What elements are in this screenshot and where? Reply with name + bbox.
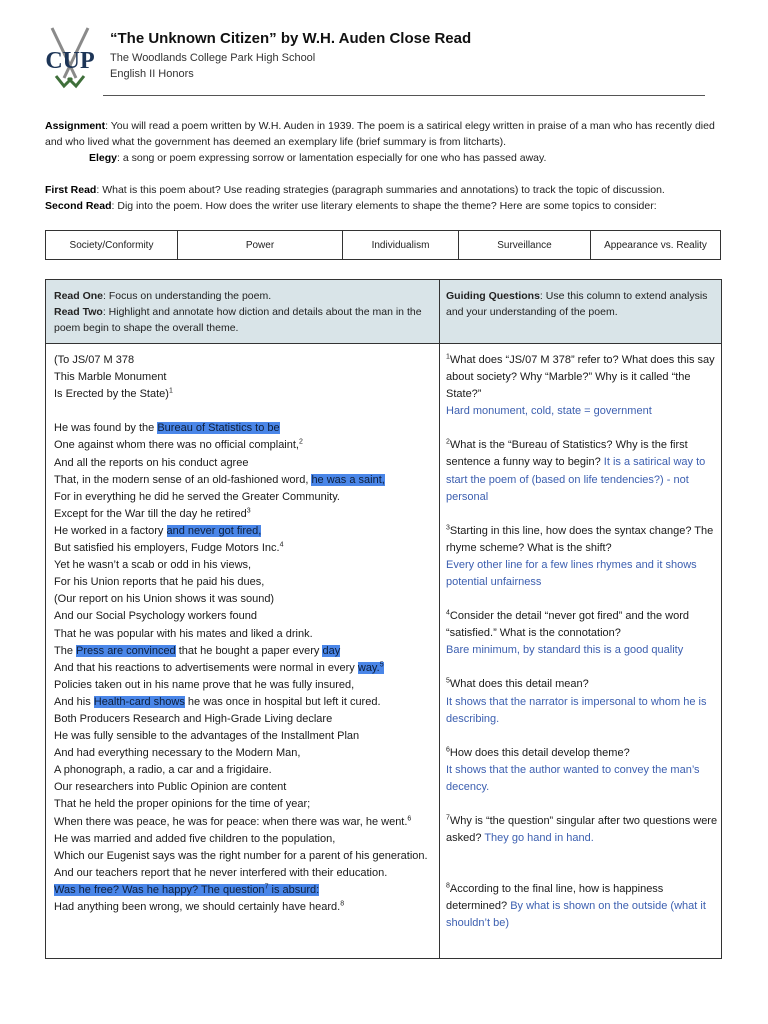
poem-line: For his Union reports that he paid his dues, (54, 576, 265, 589)
poem-line: But satisfied his employers, Fudge Motors Inc.$^4$ (54, 541, 284, 555)
highlight: Bureau of Statistics to be (157, 422, 280, 435)
poem-line: He worked in a factory and never got fired, (54, 524, 262, 537)
poem-line: And all the reports on his conduct agree (54, 456, 249, 469)
course-name: English II Honors (110, 68, 194, 80)
poem-line: The Press are convinced that he bought a paper every day (54, 644, 341, 657)
poem-line (54, 882, 434, 899)
assignment-text: : You will read a poem written by W.H. Auden in 1939. The poem is a satirical elegy written in praise of a man who has recently died and who lived what the government has deemed an exemplary life (brief summary is from litcharts). (45, 120, 715, 148)
poem-line: He was fully sensible to the advantages of the Installment Plan (54, 730, 360, 743)
guiding-questions (446, 352, 718, 949)
poem-line: And that his reactions to advertisements were normal in every way.$^5$ (54, 661, 384, 674)
question-block: $^5$What does this detail mean? It shows that the narrator is impersonal to whom he is describing. (446, 677, 707, 725)
poem-line: That he was popular with his mates and liked a drink. (54, 627, 313, 640)
student-answer: By what is shown on the outside (what it shouldn’t be) (446, 900, 706, 930)
highlight: he was a saint, (311, 473, 385, 486)
logo-lettering: CUP (45, 48, 95, 74)
second-read-text: : Dig into the poem. How does the writer use literary elements to shape the theme? Here are some topics to consider: (111, 200, 657, 212)
topic-cell: Individualism (343, 231, 459, 259)
student-answer: It shows that the author wanted to convey the man’s decency. (446, 763, 700, 793)
poem-line: For in everything he did he served the Greater Community. (54, 490, 340, 503)
poem-line: Which our Eugenist says was the right number for a parent of his generation. (54, 849, 428, 862)
poem-line: Our researchers into Public Opinion are content (54, 781, 287, 794)
question-block: $^6$How does this detail develop theme? It shows that the author wanted to convey the man’s decency. (446, 746, 700, 793)
poem-text (54, 352, 434, 916)
highlight: Was he free? Was he happy? The question$^7$ is absurd: (54, 883, 320, 896)
question-block: $^2$What is the “Bureau of Statistics? Why is the first sentence a funny way to begin? It is a satirical way to start the poem of (based on life tendencies?) - not personal (446, 438, 706, 503)
topic-cell: Power (178, 231, 343, 259)
student-answer: They go hand in hand. (484, 832, 594, 845)
question-block: $^1$What does “JS/07 M 378” refer to? What does this say about society? Why “Marble?” Why is it called “the State?” Hard monument, cold, state = government (446, 353, 715, 418)
poem-line: Had anything been wrong, we should certainly have heard.$^8$ (54, 900, 345, 913)
question-block: $^8$According to the final line, how is happiness determined? By what is shown on the outside (what it shouldn’t be) (446, 882, 706, 930)
poem-line: This Marble Monument (54, 371, 167, 384)
question-block: $^7$Why is “the question” singular after two questions were asked? They go hand in hand. (446, 814, 718, 845)
poem-line: And our teachers report that he never interfered with their education. (54, 866, 388, 879)
topic-cell: Appearance vs. Reality (604, 239, 707, 251)
highlight: Press are convinced (76, 644, 176, 657)
close-read-table (45, 279, 722, 959)
poem-line: Policies taken out in his name prove that he was fully insured, (54, 678, 355, 691)
poem-line: When there was peace, he was for peace: when there was war, he went.$^6$ (54, 814, 412, 828)
topic-cell: Society/Conformity (46, 231, 178, 259)
highlight: and never got fired, (166, 524, 262, 537)
topics-table (45, 230, 721, 260)
highlight: day (322, 644, 341, 657)
poem-line: He was married and added five children to the population, (54, 832, 336, 845)
question-block: $^4$Consider the detail “never got fired” and the word “satisfied.” What is the connotation? Bare minimum, by standard this is a good quality (446, 609, 689, 657)
poem-line: And our Social Psychology workers found (54, 610, 257, 623)
assignment-label: Assignment (45, 120, 106, 132)
header-divider (103, 95, 705, 96)
elegy-definition: : a song or poem expressing sorrow or lamentation especially for one who has passed away. (117, 152, 547, 164)
left-header-cell: Read One: Focus on understanding the poem. Read Two: Highlight and annotate how diction and details about the man in the poem begin to shape the overall theme. (54, 290, 422, 334)
reads-paragraph (45, 182, 725, 214)
right-header-cell: Guiding Questions: Use this column to extend analysis and your understanding of the poem. (446, 290, 708, 318)
poem-line: That he held the proper opinions for the time of year; (54, 798, 311, 811)
poem-line: Is Erected by the State)$^1$ (54, 387, 173, 401)
first-read-label: First Read (45, 184, 97, 196)
page-title: “The Unknown Citizen” by W.H. Auden Close Read (110, 30, 472, 47)
poem-line: (Our report on his Union shows it was sound) (54, 593, 275, 606)
poem-line: Both Producers Research and High-Grade Living declare (54, 712, 333, 725)
column-divider (439, 280, 440, 958)
highlight: way.$^5$ (357, 661, 384, 674)
poem-line: That, in the modern sense of an old-fashioned word, he was a saint, (54, 473, 385, 486)
school-logo (38, 24, 102, 92)
poem-line: One against whom there was no official complaint,$^2$ (54, 438, 303, 452)
school-name: The Woodlands College Park High School (110, 52, 316, 64)
elegy-label: Elegy (89, 152, 118, 164)
first-read-text: : What is this poem about? Use reading strategies (paragraph summaries and annotations) to track the topic of discussion. (96, 184, 665, 196)
student-answer: It shows that the narrator is impersonal to whom he is describing. (446, 695, 707, 725)
poem-line: (To JS/07 M 378 (54, 354, 135, 366)
highlight: Health-card shows (93, 695, 185, 708)
second-read-label: Second Read (45, 200, 112, 212)
poem-line: And had everything necessary to the Modern Man, (54, 747, 301, 760)
student-answer: It is a satirical way to start the poem of (based on life tendencies?) - not personal (446, 456, 706, 503)
assignment-paragraph (45, 118, 725, 166)
student-answer: Bare minimum, by standard this is a good quality (446, 644, 684, 657)
poem-line: He was found by the Bureau of Statistics to be (54, 422, 280, 435)
topic-cell: Surveillance (459, 231, 591, 259)
poem-line: And his Health-card shows he was once in hospital but left it cured. (54, 695, 381, 708)
student-answer: Every other line for a few lines rhymes and it shows potential unfairness (446, 558, 697, 589)
poem-line: A phonograph, a radio, a car and a frigidaire. (54, 764, 272, 777)
poem-line: Yet he wasn’t a scab or odd in his views, (54, 559, 252, 572)
student-answer: Hard monument, cold, state = government (446, 405, 652, 418)
question-block: $^3$Starting in this line, how does the syntax change? The rhyme scheme? What is the shift? Every other line for a few lines rhymes and it shows potential unfairness (446, 524, 714, 589)
poem-line: Except for the War till the day he retired$^3$ (54, 507, 251, 520)
